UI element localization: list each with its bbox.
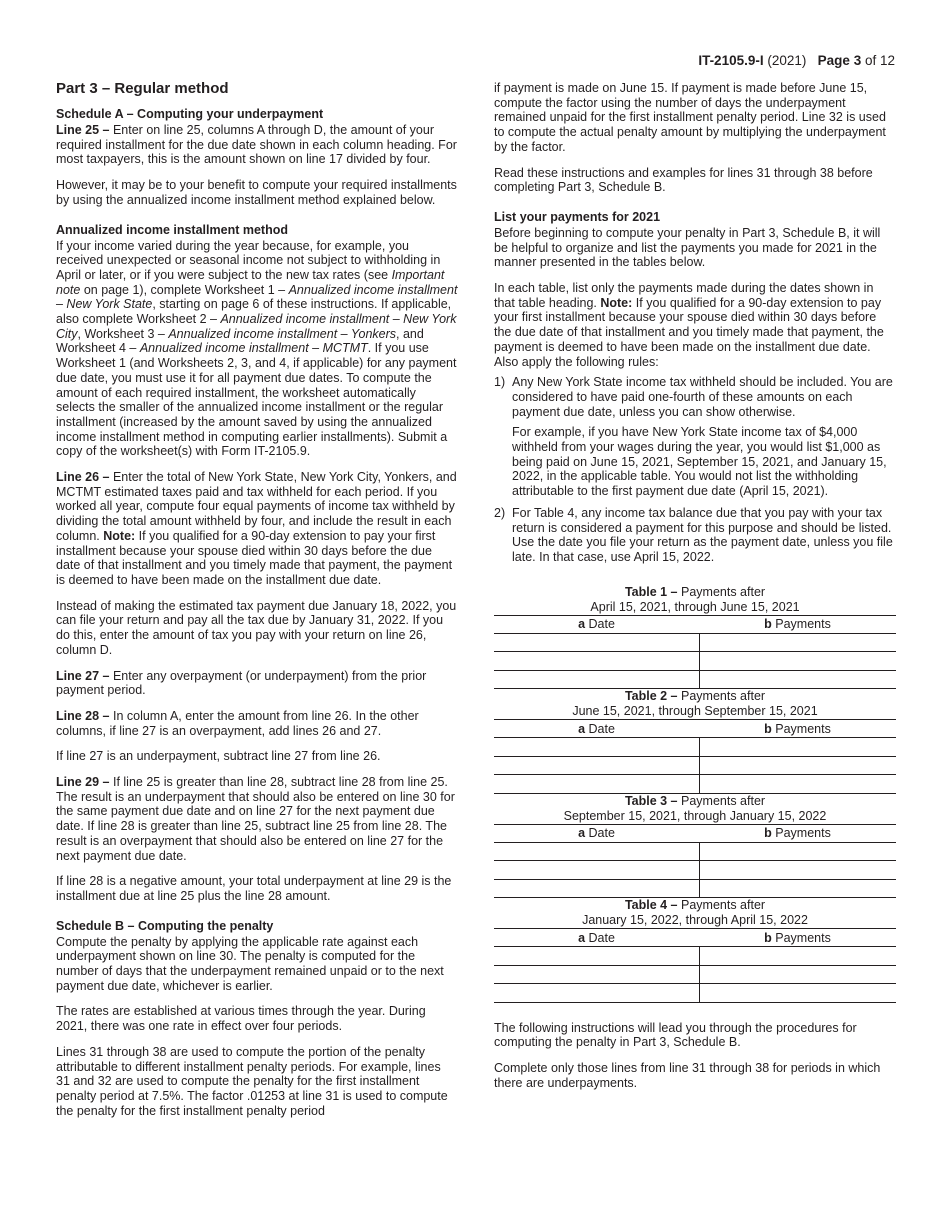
ann-text-5: , and Worksheet 4 – [56,326,424,356]
payment-table [494,928,896,1003]
payment-table-1 [494,585,896,690]
ann-text-3: , starting on page 6 of these instructions. If applicable, also complete Worksheet 2 – [56,297,452,327]
form-id: IT-2105.9-I [698,53,764,68]
date-cell[interactable] [494,738,699,757]
rules-list [494,375,896,564]
left-column [56,80,458,1118]
payments-column-header [699,720,896,738]
col-b-letter: b [764,930,772,945]
table-caption [494,898,896,928]
line26-note: Note: [103,528,136,543]
table-row [494,947,896,966]
read-paragraph: Read these instructions and examples for lines 31 through 38 before completing Part 3, Schedule B. [494,165,873,195]
continued-paragraph: if payment is made on June 15. If payment is made before June 15, compute the factor using the number of days the underpayment remained unpaid for the first installment penalty period. Line 32 is used to compute the actual penalty amount by multiplying the underpayment by the factor. [494,81,886,154]
line26-text-b: If you qualified for a 90-day extension to pay your first installment because your spouse died within 30 days before the due date of that installment and you timely made that payment, the payment is deemed to have been made on the installment due date. [56,528,453,587]
ann-ws3: Annualized income installment – Yonkers [168,326,397,341]
col-b-label: Payments [771,617,831,632]
date-column-header [494,824,699,842]
date-cell[interactable] [494,879,699,898]
table-title: Payments after [677,584,766,599]
each-text-a: In each table, list only the payments made during the dates shown in that table heading. [494,281,874,310]
rates-paragraph: The rates are established at various times through the year. During 2021, there was one rate in effect over four periods. [56,1004,426,1034]
instead-paragraph: Instead of making the estimated tax payment due January 18, 2022, you can file your return and pay all the tax due by January 31, 2022. If you do this, enter the amount of tax you pay with your return on line 26, column D. [56,598,457,657]
payment-cell[interactable] [699,633,896,652]
line25-text: Enter on line 25, columns A through D, the amount of your required installment for the due date shown in each column heading. For most taxpayers, this is the amount shown on line 17 divided by four. [56,123,457,167]
complete-only-paragraph: Complete only those lines from line 31 through 38 for periods in which there are underpayments. [494,1061,881,1090]
line27-text: Enter any overpayment (or underpayment) from the prior payment period. [56,668,427,698]
col-b-label: Payments [771,826,831,841]
col-b-letter: b [764,826,772,841]
payment-cell[interactable] [699,861,896,880]
table-title: Payments after [677,898,766,913]
line28-paragraph [56,709,458,738]
date-cell[interactable] [494,756,699,775]
rule-1 [494,375,896,499]
annualized-paragraph [56,239,458,460]
table-range: September 15, 2021, through January 15, 2022 [563,808,827,823]
payment-cell[interactable] [699,947,896,966]
ann-ws4: Annualized income installment – MCTMT [139,341,368,356]
schedule-a-title: Schedule A – Computing your underpayment [56,107,324,121]
page-header [698,53,895,69]
line26-paragraph [56,470,458,588]
col-b-label: Payments [771,721,831,736]
line29-paragraph [56,775,458,863]
rule-2 [494,506,896,565]
payment-cell[interactable] [699,670,896,689]
date-cell[interactable] [494,861,699,880]
line27-under-paragraph: If line 27 is an underpayment, subtract line 27 from line 26. [56,749,381,764]
payment-table [494,615,896,690]
rule-2-number: 2) [494,505,506,520]
rule-2-text: For Table 4, any income tax balance due that you pay with your tax return is considered a payment for this purpose and should be listed. Use the date you file your return as the payment date, unless you file late. In that case, use April 15, 2022. [512,505,893,564]
date-cell[interactable] [494,633,699,652]
table-title: Payments after [677,689,766,704]
line29-text: If line 25 is greater than line 28, subtract line 28 from line 25. The result is an underpayment that should also be entered on line 30 for the same payment due date and on line 27 for the next payment due date. If line 28 is greater than line 25, subtract line 25 from line 28. The result is an overpayment that should also be entered on line 27 for the next payment due date. [56,775,455,863]
lines31-38-paragraph: Lines 31 through 38 are used to compute the portion of the penalty attributable to different installment penalty periods. For example, lines 31 and 32 are used to compute the penalty for the first installment penalty period at 7.5%. The factor .01253 at line 31 is used to compute the penalty for the first installment penalty period [56,1044,448,1118]
date-cell[interactable] [494,670,699,689]
part-title: Part 3 – Regular method [56,80,229,97]
line27-label: Line 27 – [56,668,110,683]
table-caption [494,585,896,615]
ann-text-2: on page 1), complete Worksheet 1 – [80,282,289,297]
table-range: April 15, 2021, through June 15, 2021 [590,599,800,614]
page-label: Page 3 [817,53,862,68]
schedule-b-title: Schedule B – Computing the penalty [56,918,274,933]
date-column-header [494,720,699,738]
payment-table-3 [494,794,896,899]
date-column-header [494,929,699,947]
col-a-label: Date [585,617,615,632]
payment-cell[interactable] [699,842,896,861]
payment-cell[interactable] [699,775,896,794]
table-label: Table 2 – [624,689,678,704]
table-label: Table 4 – [624,898,678,913]
table-range: January 15, 2022, through April 15, 2022 [582,913,808,928]
col-a-label: Date [585,930,615,945]
line28-text: In column A, enter the amount from line 26. In the other columns, if line 27 is an overpayment, add lines 26 and 27. [56,708,419,738]
list-payments-title: List your payments for 2021 [494,209,661,224]
col-b-label: Payments [771,930,831,945]
table-row [494,861,896,880]
ann-text-6: . If you use Worksheet 1 (and Worksheets 2, 3, and 4, if applicable) for any payment due date, you must use it for all payment due dates. To compute the amount of each required installment, the worksheet automatically selects the smaller of the annualized income installment or the regular installment (increased by the amount saved by using the annualized income installment method in computing earlier installments). Submit a copy of the worksheet(s) with Form IT-2105.9. [56,341,457,459]
col-a-label: Date [585,721,615,736]
payments-column-header [699,929,896,947]
each-note: Note: [600,295,633,310]
col-a-letter: a [578,930,586,945]
payment-table-4 [494,898,896,1003]
table-row [494,670,896,689]
ann-text-1: If your income varied during the year because, for example, you received unexpected or seasonal income not subject to withholding in April or later, or if you were subject to the new tax rates (see [56,238,441,282]
form-year: (2021) [767,53,807,68]
table-label: Table 3 – [624,793,678,808]
rule-1-number: 1) [494,375,506,390]
table-label: Table 1 – [624,584,678,599]
date-cell[interactable] [494,652,699,671]
compute-penalty-paragraph: Compute the penalty by applying the applicable rate against each underpayment shown on line 30. The penalty is computed for the number of days that the underpayment remained unpaid or to the next payment due date, whichever is earlier. [56,934,444,993]
line26-label: Line 26 – [56,470,110,485]
col-a-label: Date [585,826,615,841]
table-row [494,633,896,652]
payments-column-header [699,824,896,842]
line28-label: Line 28 – [56,708,110,723]
date-cell[interactable] [494,984,699,1003]
ann-ws1: Annualized income installment – New York State [56,282,458,312]
rule-1-example: For example, if you have New York State income tax of $4,000 withheld from your wages during the year, you would list $1,000 as being paid on June 15, 2021, September 15, 2021, and January 15, 2022, in the applicable table. You would not list the withholding attributable to the first payment due date (April 15, 2021). [512,425,887,499]
col-a-letter: a [578,617,586,632]
before-paragraph: Before beginning to compute your penalty in Part 3, Schedule B, it will be helpful to organize and list the payments you made for 2021 in the manner presented in the tables below. [494,225,881,270]
following-paragraph: The following instructions will lead you through the procedures for computing the penalty in Part 3, Schedule B. [494,1020,857,1050]
line29-label: Line 29 – [56,775,110,790]
each-table-paragraph [494,281,896,369]
payment-cell[interactable] [699,652,896,671]
table-row [494,984,896,1003]
date-cell[interactable] [494,947,699,966]
rule-1-text: Any New York State income tax withheld should be included. You are considered to have paid one-fourth of these amounts on each payment due date, unless you can show otherwise. [512,375,893,419]
payment-cell[interactable] [699,879,896,898]
table-row [494,965,896,984]
ann-text-4: , Worksheet 3 – [77,326,169,341]
annualized-title: Annualized income installment method [56,222,288,237]
right-column [494,81,896,1102]
line27-paragraph [56,669,458,698]
page-of: of 12 [864,53,895,68]
line25-paragraph [56,123,458,167]
date-cell[interactable] [494,965,699,984]
payment-cell[interactable] [699,965,896,984]
payment-table-2 [494,689,896,794]
table-row [494,842,896,861]
however-paragraph: However, it may be to your benefit to compute your required installments by using the annualized income installment method explained below. [56,178,457,207]
table-row [494,652,896,671]
col-a-letter: a [578,826,586,841]
table-caption [494,794,896,824]
ann-important: Important note [56,267,445,297]
table-row [494,756,896,775]
date-cell[interactable] [494,775,699,794]
negative-paragraph: If line 28 is a negative amount, your total underpayment at line 29 is the installment due at line 25 plus the line 28 amount. [56,874,452,903]
table-row [494,775,896,794]
col-b-letter: b [764,721,772,736]
payment-cell[interactable] [699,984,896,1003]
payments-column-header [699,615,896,633]
ann-ws2: Annualized income installment – New York City [56,312,457,341]
payment-cell[interactable] [699,738,896,757]
each-text-b: If you qualified for a 90-day extension to pay your first installment because your spouse died within 30 days before the due date of that installment and you timely made that payment, the payment is deemed to have been made on the installment due date. Also apply the following rules: [494,295,884,369]
payment-tables [494,585,896,1003]
col-a-letter: a [578,721,586,736]
date-cell[interactable] [494,842,699,861]
table-title: Payments after [677,793,766,808]
table-row [494,738,896,757]
table-row [494,879,896,898]
table-range: June 15, 2021, through September 15, 2021 [572,704,818,719]
table-caption [494,689,896,719]
payment-table [494,824,896,899]
payment-cell[interactable] [699,756,896,775]
col-b-letter: b [764,617,772,632]
payment-table [494,719,896,794]
date-column-header [494,615,699,633]
line26-text-a: Enter the total of New York State, New York City, Yonkers, and MCTMT estimated taxes paid and tax withheld for each period. If you worked all year, compute four equal payments of income tax withheld by dividing the total amount withheld by four, and include the result in each column. [56,470,457,543]
line25-label: Line 25 – [56,123,110,137]
